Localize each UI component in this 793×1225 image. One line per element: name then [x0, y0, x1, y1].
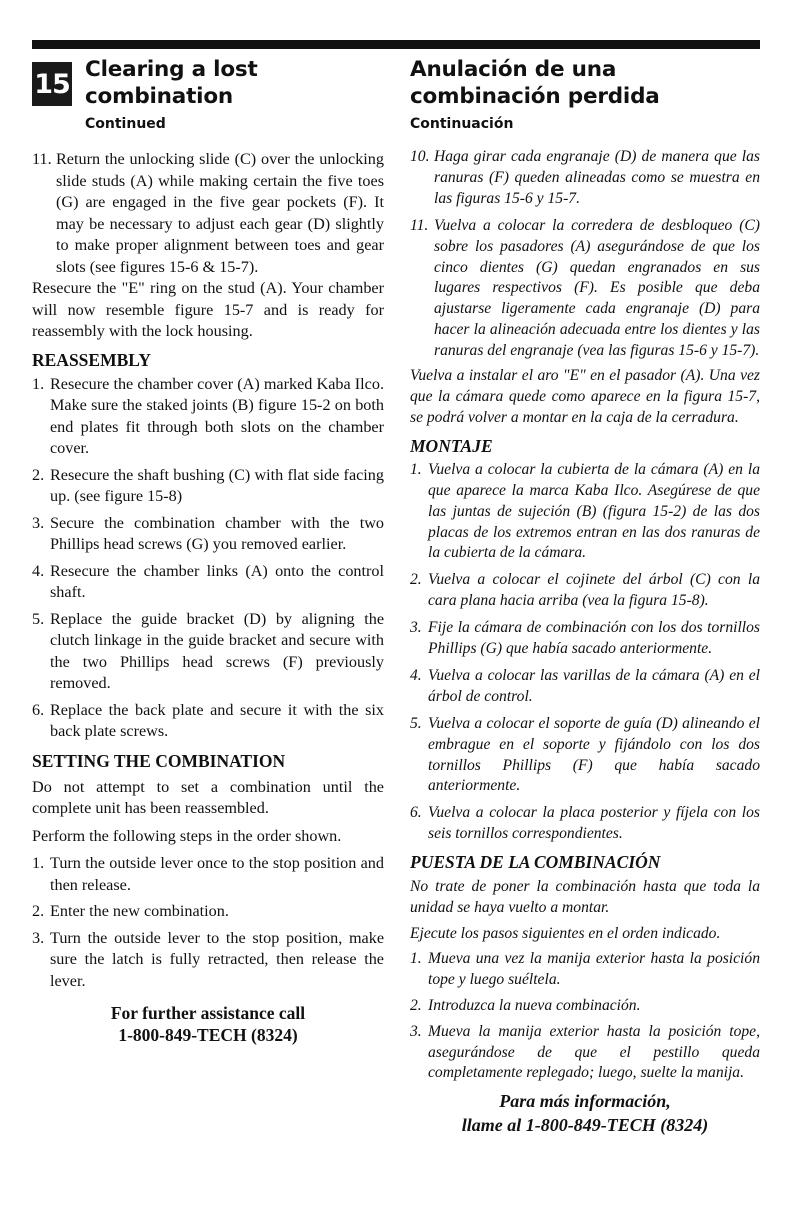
es-setting-step-3 — [410, 1022, 760, 1085]
step-text: Introduzca la nueva combinación. — [428, 996, 641, 1014]
step-number: 2. — [410, 996, 422, 1014]
step-number: 1. — [32, 374, 45, 393]
step-number: 11. — [410, 216, 429, 234]
es-reassembly-step-5 — [410, 714, 760, 798]
es-call-line-1: Para más información, — [499, 1091, 671, 1112]
en-setting-step-3 — [32, 928, 384, 993]
en-reassembly-step-4 — [32, 561, 384, 604]
step-number: 3. — [32, 928, 45, 947]
en-setting-paragraph-2: Perform the following steps in the order shown. — [32, 826, 342, 845]
en-reassembly-step-6 — [32, 700, 384, 743]
en-setting-step-2 — [32, 901, 384, 923]
es-resecure-paragraph: Vuelva a instalar el aro "E" en el pasador (A). Una vez que la cámara quede como aparece en la figura 15-7, se podrá volver a montar en la caja de la cerradura. — [410, 367, 760, 426]
step-text: Fije la cámara de combinación con los dos tornillos Phillips (G) que había sacado anteriormente. — [428, 619, 760, 658]
step-text: Return the unlocking slide (C) over the unlocking slide studs (A) while making certain the five toes (G) are engaged in the five gear pockets (F). It may be necessary to adjust each gear (D) slightly to make proper alignment between toes and gear slots (see figures 15-6 & 15-7). — [56, 150, 384, 276]
step-number: 3. — [32, 513, 45, 532]
step-text: Turn the outside lever once to the stop position and then release. — [50, 854, 384, 894]
step-number: 3. — [410, 1022, 422, 1040]
step-number: 4. — [410, 666, 422, 684]
step-number: 5. — [410, 714, 422, 732]
step-text: Replace the guide bracket (D) by aligning the clutch linkage in the guide bracket and secure with the two Phillips head screws (F) previously removed. — [50, 609, 384, 692]
es-reassembly-step-3 — [410, 618, 760, 660]
step-text: Resecure the shaft bushing (C) with flat side facing up. (see figure 15-8) — [50, 465, 384, 505]
es-title-line2: combinación perdida — [410, 84, 660, 109]
es-step-10 — [410, 147, 760, 210]
step-number: 10. — [410, 148, 430, 165]
step-text: Haga girar cada engranaje (D) de manera que las ranuras (F) queden alineadas como se muestra en las figuras 15-6 y 15-7. — [434, 148, 760, 207]
step-text: Enter the new combination. — [50, 902, 229, 920]
step-number: 2. — [32, 465, 45, 484]
step-number: 3. — [410, 619, 422, 637]
en-call-line-1: For further assistance call — [110, 1003, 306, 1023]
step-text: Vuelva a colocar las varillas de la cámara (A) en el árbol de control. — [428, 666, 760, 705]
en-call-line-2: 1-800-849-TECH (8324) — [118, 1025, 298, 1045]
step-text: Mueva una vez la manija exterior hasta la posición tope y luego suéltela. — [428, 949, 760, 988]
es-reassembly-step-1 — [410, 460, 760, 565]
en-title-line2: combination — [85, 84, 234, 109]
es-setting-step-1 — [410, 949, 760, 991]
step-number: 2. — [32, 902, 45, 920]
en-step-list-top — [32, 149, 384, 278]
english-column — [32, 56, 384, 1046]
en-setting-paragraph-1: Do not attempt to set a combination until the complete unit has been reassembled. — [32, 777, 384, 817]
step-number: 5. — [32, 609, 45, 628]
es-setting-paragraph-2: Ejecute los pasos siguientes en el orden indicado. — [410, 925, 721, 942]
step-number: 11. — [32, 150, 52, 168]
step-number: 2. — [410, 571, 422, 589]
step-text: Resecure the chamber cover (A) marked Kaba Ilco. Make sure the staked joints (B) figure 15-2 on both end plates fit through both slots on the chamber cover. — [50, 374, 384, 457]
en-header — [32, 56, 384, 110]
step-text: Vuelva a colocar el soporte de guía (D) alineando el embrague en el soporte y fijándolo con los dos tornillos Phillips (F) que había sacado anteriormente. — [428, 714, 760, 795]
step-number: 1. — [32, 854, 45, 872]
en-title — [85, 56, 258, 110]
section-number-badge: 15 — [32, 62, 72, 106]
es-setting-paragraph-1: No trate de poner la combinación hasta que toda la unidad se haya vuelto a montar. — [410, 878, 760, 917]
en-resecure-paragraph: Resecure the "E" ring on the stud (A). Your chamber will now resemble figure 15-7 and is ready for reassembly with the lock housing. — [32, 279, 384, 340]
en-setting-list — [32, 853, 384, 992]
es-reassembly-step-6 — [410, 803, 760, 845]
step-text: Vuelva a colocar el cojinete del árbol (C) con la cara plana hacia arriba (vea la figura 15-8). — [428, 571, 760, 610]
es-step-11 — [410, 216, 760, 362]
es-setting-step-2 — [410, 996, 760, 1017]
en-setting-heading: SETTING THE COMBINATION — [32, 750, 286, 771]
step-text: Turn the outside lever to the stop position, make sure the latch is fully retracted, then release the lever. — [50, 928, 384, 990]
step-number: 1. — [410, 949, 422, 967]
step-number: 4. — [32, 561, 45, 580]
en-reassembly-step-5 — [32, 609, 384, 695]
en-reassembly-step-2 — [32, 465, 384, 508]
es-setting-heading: PUESTA DE LA COMBINACIÓN — [410, 852, 661, 873]
es-subtitle: Continuación — [410, 116, 514, 132]
es-setting-list — [410, 949, 760, 1084]
en-reassembly-step-3 — [32, 513, 384, 556]
step-number: 6. — [410, 804, 422, 822]
es-reassembly-step-4 — [410, 666, 760, 708]
es-call-line-2: llame al 1-800-849-TECH (8324) — [461, 1115, 709, 1136]
en-step-11 — [32, 149, 384, 278]
step-number: 6. — [32, 700, 45, 719]
es-reassembly-step-2 — [410, 570, 760, 612]
step-text: Secure the combination chamber with the two Phillips head screws (G) you removed earlier. — [50, 513, 384, 553]
step-number: 1. — [410, 460, 422, 478]
en-reassembly-heading: REASSEMBLY — [32, 349, 151, 370]
spanish-column — [410, 56, 760, 1136]
en-reassembly-list — [32, 374, 384, 743]
en-setting-step-1 — [32, 853, 384, 896]
es-reassembly-heading: MONTAJE — [410, 435, 493, 456]
step-text: Vuelva a colocar la cubierta de la cámara (A) en la que aparece la marca Kaba Ilco. Asegúrese de que las juntas de sujeción (B) (figura 15-2) de las dos placas de los extremos entran en las dos ranuras de la cubierta de la cámara. — [428, 460, 760, 562]
en-subtitle: Continued — [85, 116, 166, 132]
step-text: Replace the back plate and secure it with the six back plate screws. — [50, 700, 384, 740]
en-title-line1: Clearing a lost — [85, 57, 258, 82]
es-step-list-top — [410, 147, 760, 362]
es-title-line1: Anulación de una — [410, 57, 617, 82]
top-rule — [32, 40, 760, 49]
step-text: Vuelva a colocar la corredera de desbloqueo (C) sobre los pasadores (A) asegurándose de que los cinco dientes (G) quedan engranados en sus lugares respectivos (F). Es posible que deba ajustarse ligeramente cada engranaje (D) para hacer la alineación adecuada entre los dientes y las ranuras del engranaje (vea las figuras 15-6 y 15-7). — [434, 216, 760, 360]
step-text: Mueva la manija exterior hasta la posición tope, asegurándose de que el pestillo queda completamente replegado; luego, suelte la manija. — [428, 1022, 760, 1082]
es-reassembly-list — [410, 460, 760, 845]
en-reassembly-step-1 — [32, 374, 384, 460]
step-text: Vuelva a colocar la placa posterior y fíjela con los seis tornillos correspondientes. — [428, 804, 760, 843]
step-text: Resecure the chamber links (A) onto the control shaft. — [50, 561, 384, 601]
